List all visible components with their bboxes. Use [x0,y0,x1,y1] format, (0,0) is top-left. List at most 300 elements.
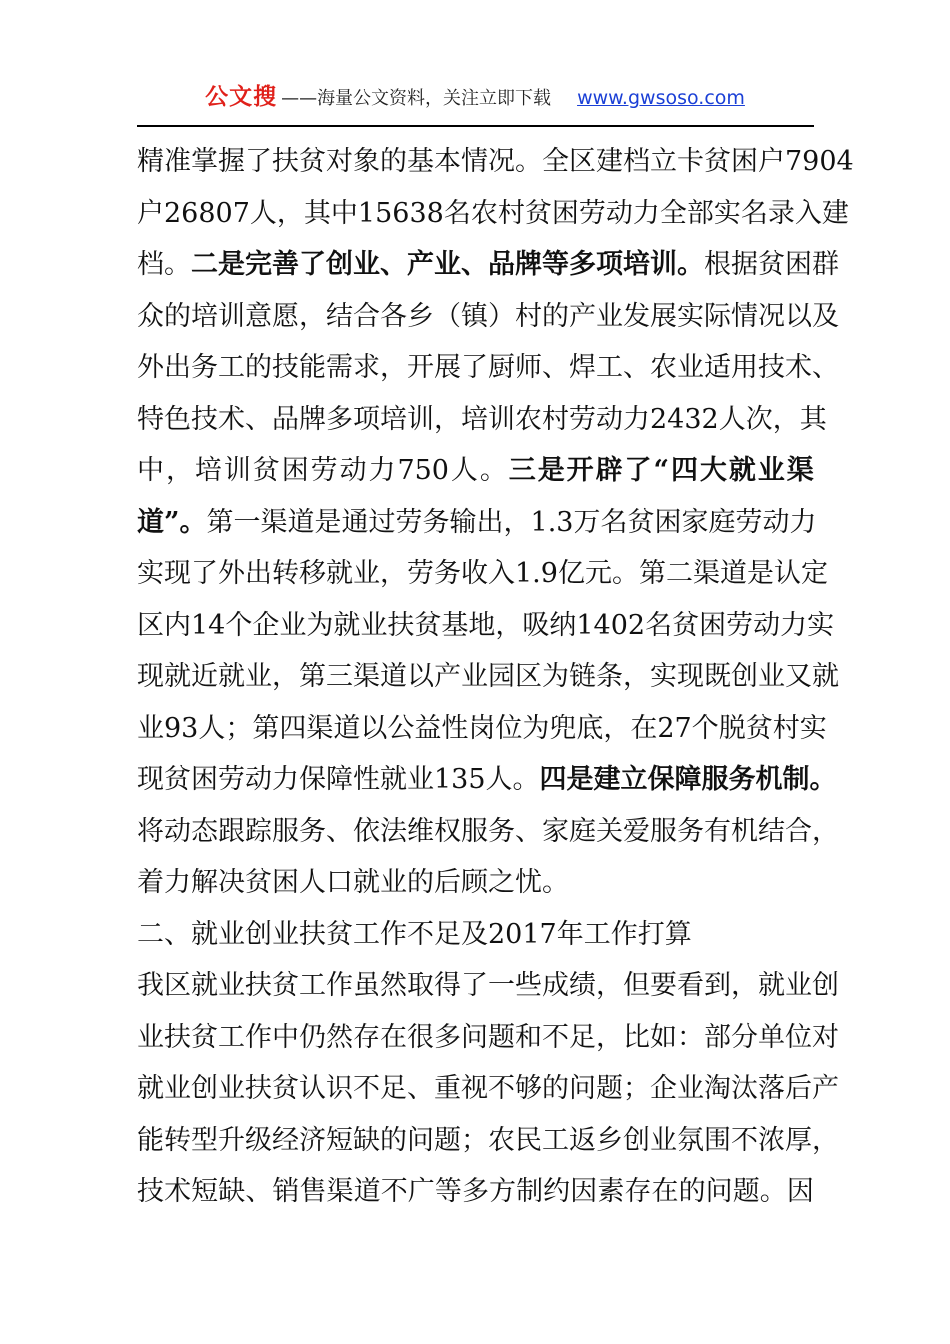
text-segment: 贫 [272,970,299,1001]
text-segment: 因 [570,1176,598,1207]
text-segment: 底 [576,712,604,744]
text-segment: 爱 [623,815,650,847]
text-segment: 其 [799,403,827,435]
text-segment: 很 [407,1021,434,1053]
text-line [137,909,814,961]
header-divider [137,125,814,127]
text-segment: 济 [299,1124,326,1156]
bold-text-segment: 保 [647,764,675,795]
text-segment: 业 [218,970,245,1001]
text-segment: 不 [542,1021,569,1053]
text-segment: 个 [225,609,253,641]
text-segment: 合 [785,815,812,847]
text-segment: 收 [461,558,488,589]
text-segment: 乡 [596,1124,623,1156]
text-segment: 氛 [677,1124,704,1156]
text-segment: 后 [785,1073,812,1104]
text-segment: 产 [434,661,461,692]
bold-text-segment: 障 [674,764,702,795]
text-segment: 、 [812,352,839,383]
text-segment: 各 [380,300,407,332]
text-segment: 忧 [515,867,542,898]
text-segment: 能 [299,352,326,383]
text-segment: 服 [461,815,488,847]
text-segment: 位 [785,1021,812,1053]
text-segment: 短 [326,1124,353,1156]
text-segment: 本 [434,146,461,177]
text-segment: 、 [164,918,191,950]
text-segment: ， [812,815,839,847]
text-segment: 牌 [299,403,326,435]
text-segment: 贫 [272,1073,299,1104]
text-segment: 的 [164,300,191,332]
text-segment: 业 [164,1073,191,1104]
text-segment: 劳 [569,403,596,435]
text-segment: 技 [191,403,218,435]
text-segment: 档 [137,249,164,280]
text-segment: 问 [705,1176,733,1207]
text-segment: 立 [650,146,677,177]
text-segment: 。 [479,455,507,486]
text-segment: 力 [632,197,660,229]
text-segment: ， [380,558,407,589]
text-segment: 打 [637,918,665,950]
text-segment: 区 [137,609,164,641]
text-segment: 名 [600,506,628,538]
text-segment: 有 [704,815,731,847]
text-segment: 焊 [569,352,596,383]
text-segment: 对 [326,146,353,177]
bold-text-segment: 业 [353,249,380,280]
text-segment: 人 [718,403,746,435]
text-segment: 短 [191,1176,219,1207]
text-segment: 扶 [299,918,326,950]
text-segment: 二 [665,558,693,589]
text-segment: 工 [353,918,380,950]
text-segment: 技 [137,1176,164,1207]
text-segment: 然 [326,1021,353,1053]
text-segment: 认 [299,1073,326,1104]
text-segment: 力 [368,455,396,486]
text-segment: 2432 [650,403,719,435]
text-segment: 展 [650,300,677,332]
text-segment: 为 [306,609,334,641]
bold-text-segment: 。 [809,764,837,795]
text-segment: 、 [623,352,650,383]
bold-text-segment: 业 [434,249,461,280]
text-segment: 识 [326,1073,353,1104]
text-segment: 困 [281,455,309,486]
text-segment: 困 [699,609,727,641]
text-segment: 到 [704,970,731,1001]
text-segment: 务 [488,815,515,847]
text-segment: 性 [353,764,380,795]
text-segment: 题 [732,1176,760,1207]
text-segment: 服 [272,815,299,847]
text-segment: 情 [461,146,488,177]
text-segment: ， [596,1021,623,1053]
text-segment: 就 [812,661,839,692]
text-segment: 万 [573,506,601,538]
text-segment: 动 [605,197,633,229]
text-segment: 业 [380,867,407,898]
text-segment: 移 [299,558,326,589]
text-segment: 训 [223,455,251,486]
text-segment: 贫 [627,506,655,538]
text-segment: 力 [272,764,299,795]
bold-text-segment: 训 [650,249,677,280]
text-segment: 庭 [708,506,736,538]
text-segment: 务 [677,815,704,847]
text-segment: 约 [543,1176,571,1207]
bold-text-segment: 等 [542,249,569,280]
bold-text-segment: 产 [407,249,434,280]
text-segment: 贫 [245,867,272,898]
text-segment: 劳 [726,609,754,641]
text-segment: 存 [624,1176,652,1207]
text-line [137,1012,839,1064]
text-segment: 家 [681,506,709,538]
text-line [137,754,837,806]
text-segment: 困 [654,506,682,538]
text-segment: 意 [245,300,272,332]
text-segment: 镇 [461,300,488,332]
text-segment: 性 [441,712,469,744]
text-segment: 15638 [357,197,444,229]
text-line [137,394,827,446]
text-segment: 道 [719,558,747,589]
text-segment: 了 [461,970,488,1001]
text-segment: 。 [542,867,569,898]
text-segment: 法 [380,815,407,847]
text-line [137,600,835,652]
text-segment: 就 [380,764,407,795]
bold-text-segment: 二 [191,249,218,280]
text-segment: 开 [407,352,434,383]
text-segment: 业 [596,300,623,332]
text-segment: 根 [704,249,731,280]
text-segment: 中 [272,1021,299,1053]
text-segment: 三 [326,661,353,692]
text-segment: 部 [686,197,714,229]
text-segment: 重 [434,1073,461,1104]
text-segment: 村 [542,403,569,435]
text-segment: 园 [488,661,515,692]
bold-text-segment: 善 [272,249,299,280]
text-segment: 术 [164,1176,192,1207]
text-segment: 培 [461,403,488,435]
text-segment: 业 [353,558,380,589]
text-segment: 就 [758,970,785,1001]
text-segment: 实 [713,197,741,229]
text-line [137,136,854,188]
text-segment: 的 [380,146,407,177]
text-segment: 方 [489,1176,517,1207]
text-segment: 道 [287,506,315,538]
text-segment: 基 [441,609,469,641]
text-segment: 特 [137,403,164,435]
text-segment: 渠 [692,558,720,589]
text-segment: 工 [218,352,245,383]
bold-text-segment: 创 [326,249,353,280]
bold-text-segment: 。 [179,506,207,538]
text-segment: 人 [249,197,277,229]
text-segment: 档 [623,146,650,177]
text-segment: 劳 [407,558,434,589]
text-segment: 务 [299,815,326,847]
text-segment: 培 [380,403,407,435]
text-segment: 渠 [326,1176,354,1207]
text-segment: 135 [434,764,486,795]
text-segment: 工 [583,918,611,950]
text-segment: 看 [677,970,704,1001]
text-segment: 的 [678,1176,706,1207]
text-segment: 岗 [468,712,496,744]
text-segment: 缺 [353,1124,380,1156]
text-segment: 入 [794,197,822,229]
text-segment: 广 [407,1176,435,1207]
text-segment: 动 [164,815,191,847]
text-segment: 依 [353,815,380,847]
text-segment: 是 [314,506,342,538]
text-segment: 渠 [260,506,288,538]
text-segment: ， [623,661,650,692]
text-segment: 认 [773,558,801,589]
bold-text-segment: 、 [380,249,407,280]
text-segment: 工 [596,352,623,383]
text-segment: 业 [137,712,164,744]
text-segment: 贫 [252,455,280,486]
text-segment: 际 [704,300,731,332]
text-segment: 劳 [578,197,606,229]
text-segment: 经 [272,1124,299,1156]
text-segment: 业 [137,1021,164,1053]
text-segment: 虽 [353,970,380,1001]
text-segment: ， [772,403,800,435]
text-segment: 家 [542,815,569,847]
text-segment: 吸 [522,609,550,641]
text-segment: ， [495,609,523,641]
text-segment: 问 [407,1124,434,1156]
text-segment: ， [299,300,326,332]
text-segment: 厨 [488,352,515,383]
text-segment: 权 [434,815,461,847]
text-segment: 工 [218,1021,245,1053]
text-segment: 在 [651,1176,679,1207]
text-segment: 道 [353,1176,381,1207]
text-segment: 7904 [785,146,854,177]
text-segment: 一 [233,506,261,538]
text-segment: 乡 [407,300,434,332]
bold-text-segment: 了 [299,249,326,280]
text-segment: 技 [272,352,299,383]
text-line [137,445,814,497]
text-segment: 师 [515,352,542,383]
text-line [137,651,839,703]
text-segment: 劳 [395,506,423,538]
text-segment: 创 [623,1124,650,1156]
text-segment: 录 [767,197,795,229]
text-line [137,857,814,909]
text-segment: 动 [753,609,781,641]
text-segment: 情 [731,300,758,332]
text-segment: 是 [746,558,774,589]
text-segment: ： [677,1021,704,1053]
text-segment: 的 [245,352,272,383]
bold-text-segment: ” [164,506,180,538]
text-segment: 户 [758,146,785,177]
text-segment: 区 [164,970,191,1001]
text-segment: 渠 [306,712,334,744]
brand-logo-text: 公文搜 [205,84,278,110]
text-segment: 产 [569,300,596,332]
text-segment: 村 [515,300,542,332]
header-slogan: ——海量公文资料，关注立即下载 [281,88,552,109]
bold-text-segment: 是 [537,455,565,486]
text-line [137,703,827,755]
text-segment: 力 [789,506,817,538]
text-segment: 售 [299,1176,327,1207]
text-segment: 现 [164,558,191,589]
text-segment: 贫 [704,146,731,177]
text-segment: 。 [611,558,639,589]
text-segment: 扶 [272,146,299,177]
text-segment: 创 [245,918,272,950]
text-segment: 口 [326,867,353,898]
text-segment: 750 [397,455,449,486]
text-segment: 缺 [218,1176,246,1207]
bold-text-segment: 渠 [786,455,814,486]
text-segment: 存 [353,1021,380,1053]
text-segment: 通 [341,506,369,538]
text-segment: 比 [623,1021,650,1053]
text-segment: 问 [461,1021,488,1053]
text-segment: 结 [758,815,785,847]
text-segment: 出 [476,506,504,538]
text-segment: 作 [326,970,353,1001]
text-segment: ） [488,300,515,332]
text-segment: 纳 [549,609,577,641]
text-line [137,1063,839,1115]
text-segment: 展 [434,352,461,383]
bold-text-segment: 四 [539,764,567,795]
text-segment: 劳 [735,506,763,538]
text-segment: 实 [807,609,835,641]
text-segment: 服 [650,815,677,847]
bold-text-segment: 、 [461,249,488,280]
text-segment: 益 [414,712,442,744]
text-segment: 位 [495,712,523,744]
text-segment: 返 [569,1124,596,1156]
text-segment: 况 [758,300,785,332]
text-segment: 转 [272,558,299,589]
text-segment: 跟 [218,815,245,847]
text-segment: 适 [704,352,731,383]
text-segment: 求 [353,352,380,383]
text-segment: 、 [245,1176,273,1207]
text-segment: 区 [515,661,542,692]
text-segment: 困 [785,249,812,280]
text-segment: 结 [326,300,353,332]
text-segment: 工 [299,970,326,1001]
bold-text-segment: 大 [699,455,727,486]
text-segment: 和 [515,1021,542,1053]
text-segment: 创 [812,970,839,1001]
website-link[interactable]: www.gwsoso.com [577,87,745,109]
text-segment: 入 [488,558,515,589]
text-segment: 要 [650,970,677,1001]
text-segment: 人 [450,455,478,486]
text-segment: ， [603,712,631,744]
text-segment: 如 [650,1021,677,1053]
text-segment: 26807 [164,197,250,229]
text-segment: 全 [659,197,687,229]
text-segment: 问 [569,1073,596,1104]
text-segment: 名 [740,197,768,229]
text-segment: 业 [360,609,388,641]
text-segment: 动 [245,764,272,795]
text-line [137,291,839,343]
text-segment: 贫 [191,1021,218,1053]
text-line [137,342,839,394]
bold-text-segment: 三 [508,455,536,486]
text-segment: 。 [515,146,542,177]
text-segment: ， [434,403,461,435]
text-segment: 近 [191,661,218,692]
text-segment: 转 [164,1124,191,1156]
text-segment: 培 [194,455,222,486]
text-segment: 制 [516,1176,544,1207]
bold-text-segment: 项 [596,249,623,280]
text-segment: 贫 [326,918,353,950]
text-segment: 题 [596,1073,623,1104]
bold-text-segment: 牌 [515,249,542,280]
text-segment: 足 [569,1021,596,1053]
text-segment: 的 [542,1073,569,1104]
text-segment: 我 [137,970,164,1001]
text-segment: 贫 [672,609,700,641]
text-segment: 成 [542,970,569,1001]
text-segment: 的 [407,867,434,898]
text-segment: 1.9 [515,558,558,589]
text-segment: 视 [461,1073,488,1104]
text-segment: 创 [191,1073,218,1104]
text-segment: 。 [164,249,191,280]
text-segment: 保 [299,764,326,795]
text-segment: 民 [515,1124,542,1156]
text-segment: 庭 [569,815,596,847]
bold-text-segment: 业 [757,455,785,486]
text-segment: 决 [218,867,245,898]
bold-text-segment: 四 [670,455,698,486]
text-segment: ； [623,1073,650,1104]
text-segment: 业 [407,764,434,795]
text-segment: 贫 [164,764,191,795]
text-segment: 仍 [299,1021,326,1053]
text-segment: 。 [759,1176,787,1207]
document-header [0,80,950,114]
text-segment: 扶 [164,1021,191,1053]
document-body [137,136,854,1218]
text-segment: 需 [326,352,353,383]
text-segment: 握 [218,146,245,177]
text-segment: 足 [380,1073,407,1104]
text-segment: 业 [461,661,488,692]
text-segment: 愿 [272,300,299,332]
text-segment: 业 [650,1124,677,1156]
text-segment: 但 [623,970,650,1001]
text-segment: 贫 [758,249,785,280]
